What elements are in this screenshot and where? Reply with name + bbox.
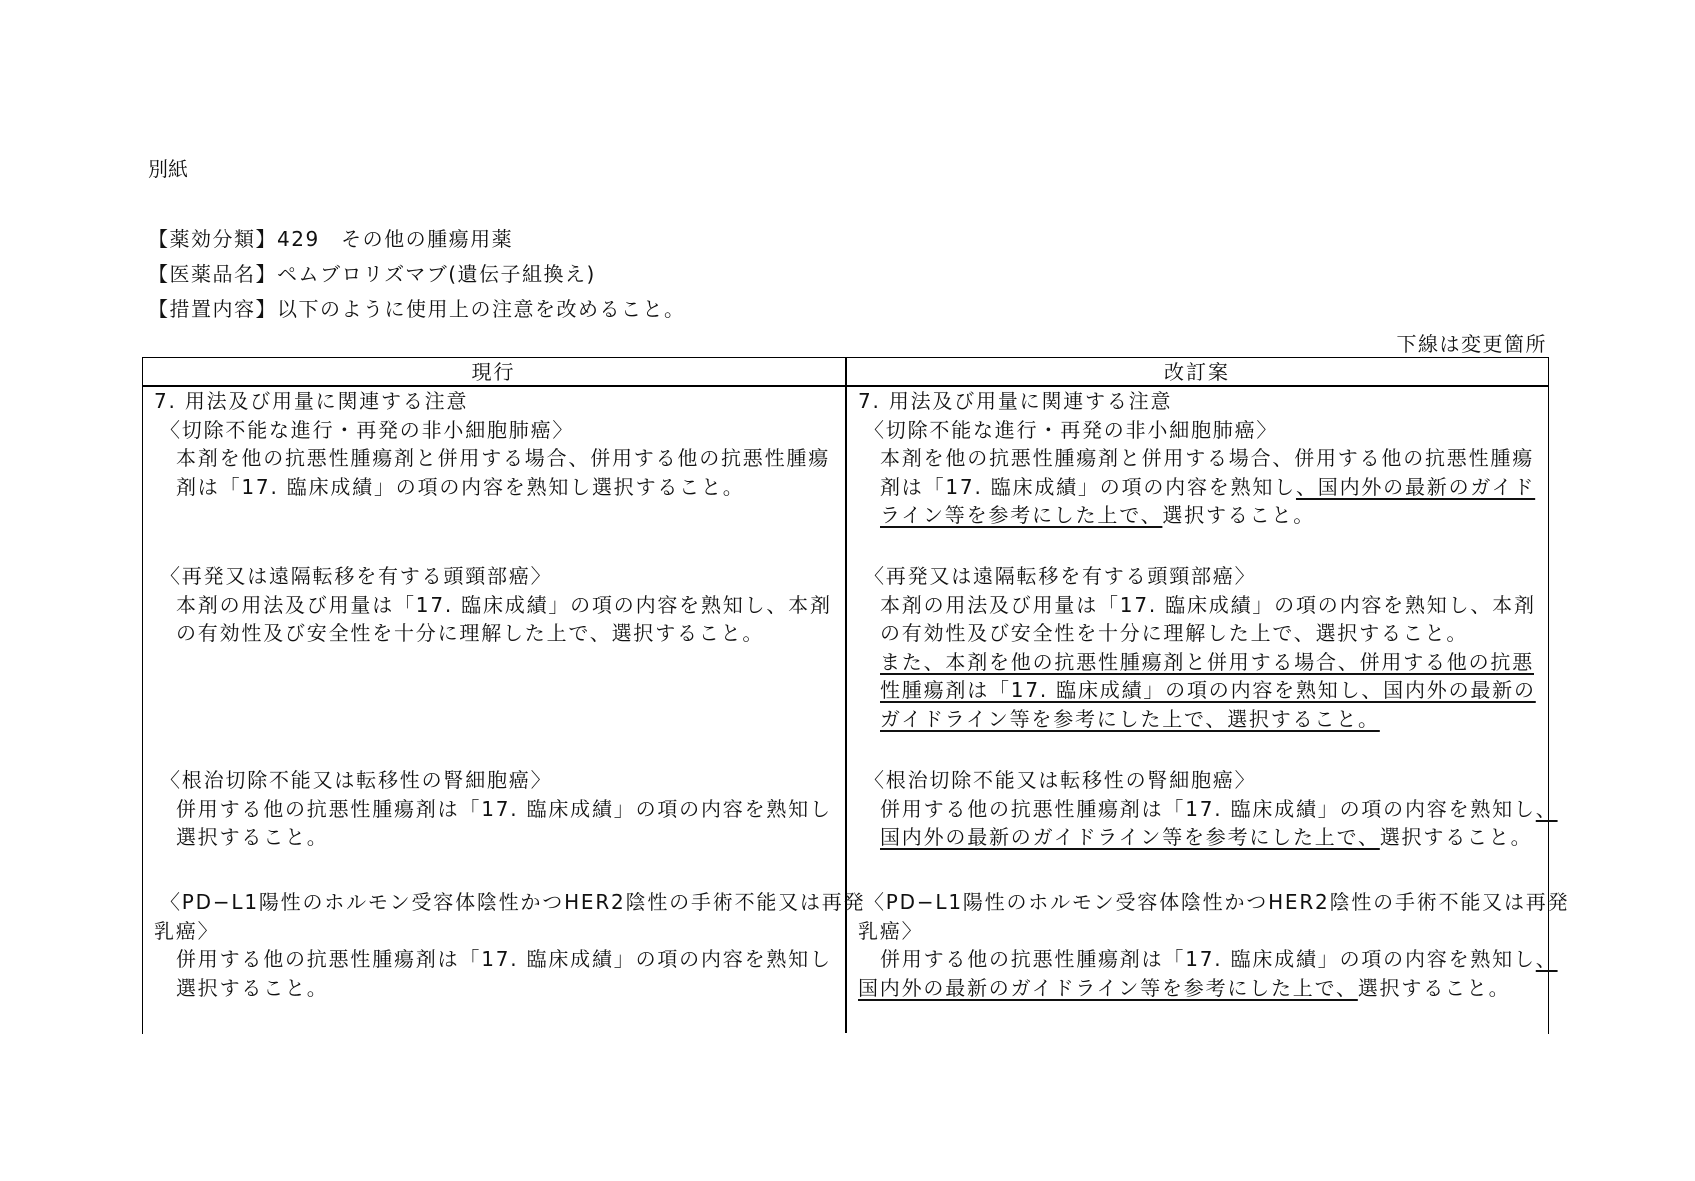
text-segment: 剤は「17. 臨床成績」の項の内容を熟知し [880,474,1296,499]
changed-text: 、 [1535,947,1558,972]
changed-text: ガイドライン等を参考にした上で、選択すること。 [880,706,1380,731]
section-block [858,766,1558,852]
text-segment: 〈再発又は遠隔転移を有する頭頸部癌〉 [864,564,1257,588]
text-segment: 7. 用法及び用量に関連する注意 [154,389,469,413]
text-segment: 併用する他の抗悪性腫瘍剤は「17. 臨床成績」の項の内容を熟知し [880,796,1536,821]
text-line [160,766,832,795]
text-segment: 7. 用法及び用量に関連する注意 [858,389,1173,413]
text-segment: 乳癌〉 [858,918,924,943]
header-current: 現行 [471,360,516,384]
text-segment: 〈切除不能な進行・再発の非小細胞肺癌〉 [160,417,575,442]
text-line [176,795,832,824]
drug-class-line [148,223,513,252]
text-segment: 〈根治切除不能又は転移性の腎細胞癌〉 [864,768,1257,792]
text-line [858,974,1569,1003]
changed-text: 、 [1535,796,1558,821]
text-line [880,501,1535,530]
text-line [880,619,1536,648]
text-segment: 本剤の用法及び用量は「17. 臨床成績」の項の内容を熟知し、本剤 [880,592,1536,617]
action-line [148,293,686,322]
text-segment: 選択すること。 [176,825,329,850]
text-line [880,795,1558,824]
text-line [880,945,1569,974]
text-segment: 選択すること。 [1357,975,1511,1000]
text-line [880,591,1536,620]
text-line [176,974,865,1003]
text-line [176,945,865,974]
changed-text: ライン等を参考にした上で、 [880,503,1163,528]
drug-name-label: 【医薬品名】 [148,262,277,286]
text-segment: 選択すること。 [176,975,329,1000]
text-segment: 〈再発又は遠隔転移を有する頭頸部癌〉 [160,564,553,588]
text-line [880,676,1536,705]
text-segment: の有効性及び安全性を十分に理解した上で、選択すること。 [880,621,1469,646]
drug-name-line [148,258,596,287]
text-line [176,473,830,502]
text-line [858,387,1535,416]
text-segment: 選択すること。 [1162,503,1316,528]
section-block [154,766,832,852]
text-segment: 本剤を他の抗悪性腫瘍剤と併用する場合、併用する他の抗悪性腫瘍 [880,446,1534,471]
text-line [176,444,830,473]
text-segment: 〈PD−L1陽性のホルモン受容体陰性かつHER2陰性の手術不能又は再発 [864,890,1570,914]
text-line [880,705,1536,734]
section-block [154,888,865,1002]
text-line [160,562,832,591]
text-line [864,766,1558,795]
underline-note: 下線は変更箇所 [1396,332,1547,356]
text-segment: 〈PD−L1陽性のホルモン受容体陰性かつHER2陰性の手術不能又は再発 [160,890,866,914]
header-revised: 改訂案 [1164,360,1230,384]
text-line [864,888,1569,917]
text-line [880,444,1535,473]
text-line [154,917,865,946]
text-line [880,473,1535,502]
text-line [176,823,832,852]
text-segment: 乳癌〉 [154,918,220,943]
text-segment: 選択すること。 [1379,825,1533,850]
text-segment: 剤は「17. 臨床成績」の項の内容を熟知し選択すること。 [176,474,745,499]
text-line [176,619,832,648]
text-segment: 併用する他の抗悪性腫瘍剤は「17. 臨床成績」の項の内容を熟知し [880,947,1536,972]
changed-text: また、本剤を他の抗悪性腫瘍剤と併用する場合、併用する他の抗悪 [880,649,1534,674]
changed-text: 国内外の最新のガイドライン等を参考にした上で、 [880,825,1380,850]
text-segment: 本剤の用法及び用量は「17. 臨床成績」の項の内容を熟知し、本剤 [176,592,832,617]
text-line [160,416,830,445]
text-segment: 併用する他の抗悪性腫瘍剤は「17. 臨床成績」の項の内容を熟知し [176,796,832,821]
drug-class-value: 429 その他の腫瘍用薬 [277,227,514,251]
attachment-label: 別紙 [148,157,188,181]
action-value: 以下のように使用上の注意を改めること。 [277,297,686,321]
section-block [154,387,830,501]
text-line [880,648,1536,677]
text-segment: 併用する他の抗悪性腫瘍剤は「17. 臨床成績」の項の内容を熟知し [176,947,832,972]
changed-text: 国内外の最新のガイドライン等を参考にした上で、 [858,975,1358,1000]
action-label: 【措置内容】 [148,297,277,321]
text-line [880,823,1558,852]
changed-text: 、国内外の最新のガイド [1295,474,1536,499]
section-block [858,888,1569,1002]
changed-text: 性腫瘍剤は「17. 臨床成績」の項の内容を熟知し、国内外の最新の [880,678,1536,703]
text-line [176,591,832,620]
drug-name-value: ペムブロリズマブ(遺伝子組換え) [277,262,596,286]
text-line [864,562,1536,591]
section-block [154,562,832,648]
text-line [154,387,830,416]
text-segment: の有効性及び安全性を十分に理解した上で、選択すること。 [176,621,765,646]
section-block [858,562,1536,734]
text-segment: 本剤を他の抗悪性腫瘍剤と併用する場合、併用する他の抗悪性腫瘍 [176,446,830,471]
text-line [160,888,865,917]
section-block [858,387,1535,530]
text-line [864,416,1535,445]
text-segment: 〈根治切除不能又は転移性の腎細胞癌〉 [160,768,553,792]
drug-class-label: 【薬効分類】 [148,227,277,251]
text-line [858,917,1569,946]
text-segment: 〈切除不能な進行・再発の非小細胞肺癌〉 [864,417,1279,442]
